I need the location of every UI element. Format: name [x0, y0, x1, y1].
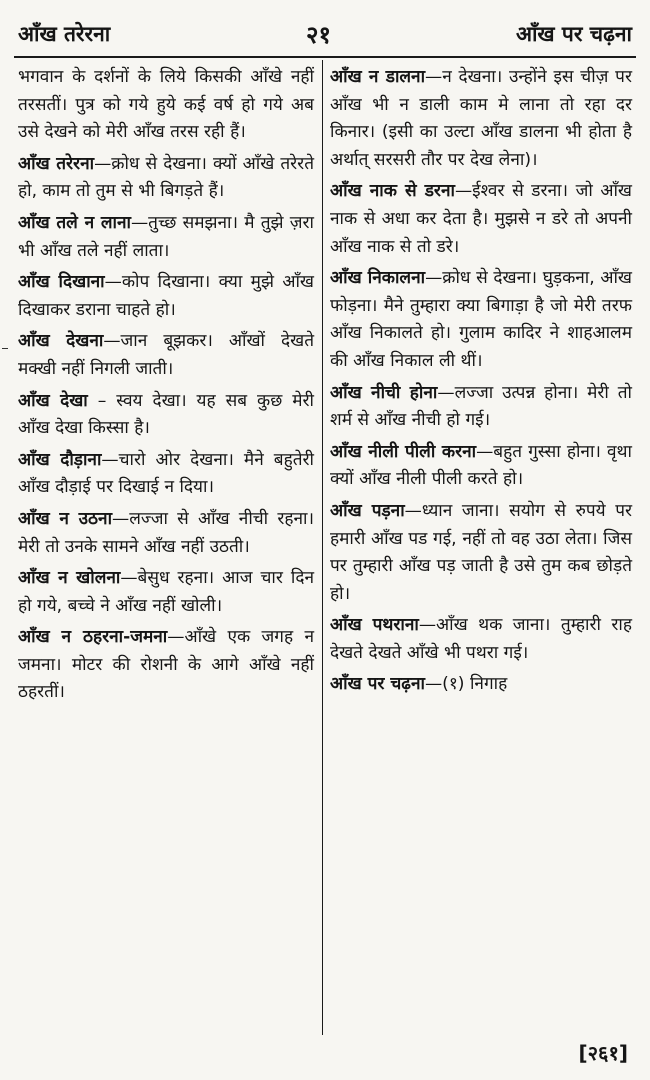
entry-text: —(१) निगाह	[424, 674, 508, 695]
entry	[18, 151, 314, 206]
entry-text: भगवान के दर्शनों के लिये किसकी आँखे नहीं तरसतीं। पुत्र को गये हुये कई वर्ष हो गये अब उसे देखने को मेरी आँख तरस रही हैं।	[18, 67, 314, 143]
entry-headword: आँख देखना	[18, 331, 104, 352]
entry-text: —ईश्वर से डरना। जो आँख नाक से अधा कर देता है। मुझसे न डरे तो अपनी आँख नाक से तो डरे।	[330, 181, 632, 257]
entry	[18, 447, 314, 502]
entry-text: —क्रोध से देखना। घुड़कना, आँख फोड़ना। मैने तुम्हारा क्या बिगाड़ा है जो मेरी तरफ आँख निकालते हो। गुलाम कादिर ने शाहआलम की आँख निकाल ली थीं।	[330, 268, 632, 371]
entry-headword: आँख नीली पीली करना	[330, 441, 477, 462]
entry	[18, 506, 314, 561]
entry	[18, 565, 314, 620]
entry-text: —कोप दिखाना। क्या मुझे आँख दिखाकर डराना चाहते हो।	[18, 272, 314, 320]
entry-text: —चारो ओर देखना। मैने बहुतेरी आँख दौड़ाई पर दिखाई न दिया।	[18, 449, 314, 498]
entry-headword: आँख न ठहरना-जमना	[18, 627, 168, 648]
entry-text: – स्वय देखा। यह सब कुछ मेरी आँख देखा किस्सा है।	[18, 390, 314, 439]
entry-text: —क्रोध से देखना। क्यों आँखे तरेरते हो, काम तो तुम से भी बिगड़ते हैं।	[18, 153, 314, 202]
page-header	[14, 20, 636, 54]
left-column	[18, 64, 314, 711]
entry-headword: आँख न उठना	[18, 508, 113, 529]
entry	[330, 178, 632, 261]
entry	[330, 498, 632, 608]
entry-text: —लज्जा उत्पन्न होना। मेरी तो शर्म से आँख नीची हो गई।	[330, 382, 632, 431]
entry-headword: आँख तरेरना	[18, 153, 95, 174]
entry-headword: आँख पर चढ़ना	[330, 674, 425, 695]
entry	[330, 265, 632, 375]
entry-text: —लज्जा से आँख नीची रहना। मेरी तो उनके सामने आँख नहीं उठती।	[18, 508, 315, 557]
entry	[18, 64, 314, 147]
entry-headword: आँख देखा	[18, 390, 88, 411]
entry-headword: आँख पड़ना	[330, 500, 405, 521]
header-page-number: २१	[306, 21, 331, 49]
entry	[18, 210, 314, 265]
entry-headword: आँख न खोलना	[18, 568, 121, 589]
right-column	[330, 64, 632, 703]
entry-text: —आँखे एक जगह न जमना। मोटर की रोशनी के आगे आँखे नहीं ठहरतीं।	[18, 627, 314, 703]
footer-page-number: [२६१]	[578, 1041, 628, 1065]
entry-headword: आँख दौड़ाना	[18, 449, 102, 470]
header-right-guideword: आँख पर चढ़ना	[515, 22, 632, 46]
margin-mark	[2, 348, 8, 349]
entry-headword: आँख न डालना	[330, 67, 426, 87]
entry-headword: आँख दिखाना	[18, 272, 105, 293]
entry	[330, 612, 632, 667]
entry-text: —आँख थक जाना। तुम्हारी राह देखते देखते आँखे भी पथरा गई।	[330, 615, 633, 663]
entry-text: —बेसुध रहना। आज चार दिन हो गये, बच्चे ने आँख नहीं खोली।	[18, 568, 314, 616]
entry	[330, 439, 632, 494]
entry	[18, 269, 314, 324]
entry	[330, 380, 632, 435]
entry	[18, 388, 314, 443]
entry-text: —न देखना। उन्होंने इस चीज़ पर आँख भी न डाली काम मे लाना तो रहा दर किनार। (इसी का उल्टा आँख डालना भी होता है अर्थात् सरसरी तौर पर देख लेना)।	[330, 67, 632, 170]
entry	[330, 64, 632, 174]
entry	[18, 328, 314, 383]
entry-text: —जान बूझकर। आँखों देखते मक्खी नहीं निगली जाती।	[18, 331, 314, 379]
entry-headword: आँख पथराना	[330, 615, 419, 636]
entry-text: —बहुत गुस्सा होना। वृथा क्यों आँख नीली पीली करते हो।	[330, 441, 632, 490]
column-divider	[322, 60, 323, 1035]
entry	[18, 624, 314, 707]
entry-text: —ध्यान जाना। सयोग से रुपये पर हमारी आँख पड गई, नहीं तो वह उठा लेता। जिस पर तुम्हारी आँख पड़ जाती है उसे तुम कब छोड़ते हो।	[330, 500, 632, 604]
entry-headword: आँख निकालना	[330, 268, 426, 289]
entry-headword: आँख नाक से डरना	[330, 181, 455, 202]
entry-headword: आँख नीची होना	[330, 382, 438, 403]
entry-text: —तुच्छ समझना। मै तुझे ज़रा भी आँख तले नहीं लाता।	[18, 212, 314, 261]
entry	[330, 671, 632, 699]
header-rule	[14, 56, 636, 58]
entry-headword: आँख तले न लाना	[18, 212, 131, 233]
header-left-guideword: आँख तरेरना	[18, 22, 111, 46]
